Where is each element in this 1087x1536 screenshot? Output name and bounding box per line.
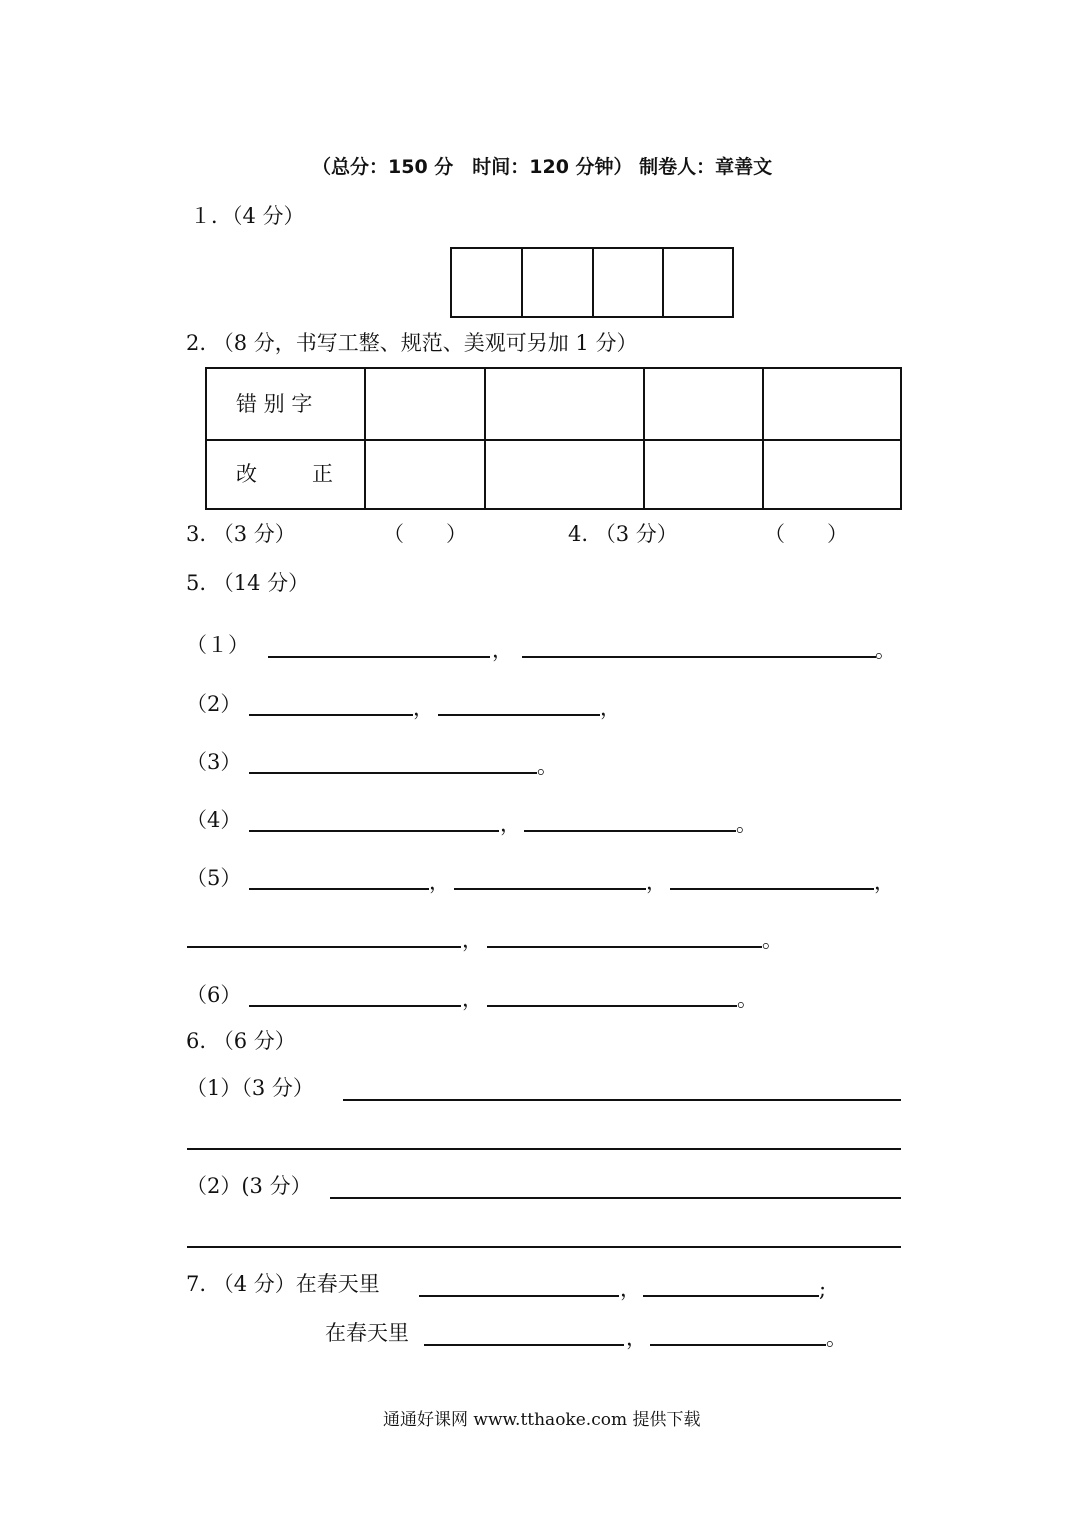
q2-table-col-divider: [643, 369, 645, 508]
comma-mark: ，: [413, 696, 434, 720]
q5-4-blank[interactable]: [249, 830, 499, 832]
comma-mark: ，: [874, 870, 895, 894]
comma-mark: ，: [462, 928, 483, 952]
q2-table-col-divider: [484, 369, 486, 508]
period-mark: 。: [826, 1326, 847, 1350]
q2-row-correct-label-b: 正: [312, 462, 333, 486]
q5-3-blank[interactable]: [249, 772, 537, 774]
period-mark: 。: [736, 812, 757, 836]
q5-item-3-label: （3）: [186, 750, 242, 774]
q2-row-typo-label: 错 别 字: [236, 392, 313, 416]
q7-line2-label: 在春天里: [325, 1321, 409, 1345]
q5-4-blank[interactable]: [524, 830, 736, 832]
exam-header: （总分：150 分 时间：120 分钟） 制卷人：章善文: [312, 156, 773, 178]
q5-1-blank[interactable]: [522, 656, 876, 658]
period-mark: 。: [537, 754, 558, 778]
q5-2-blank[interactable]: [249, 714, 413, 716]
comma-mark: ，: [620, 1277, 641, 1301]
q1-grid-divider: [521, 249, 523, 316]
comma-mark: ，: [600, 696, 621, 720]
q5-5-blank[interactable]: [249, 888, 429, 890]
period-mark: 。: [875, 638, 896, 662]
q7-blank[interactable]: [424, 1344, 624, 1346]
q5-label: 5. （14 分）: [186, 571, 310, 595]
q7-label: 7. （4 分）在春天里: [186, 1272, 380, 1296]
q1-grid-divider: [592, 249, 594, 316]
q2-label: 2. （8 分，书写工整、规范、美观可另加 1 分）: [186, 331, 638, 355]
q5-item-1-label: （１）: [186, 633, 249, 657]
q5-5-blank[interactable]: [670, 888, 874, 890]
comma-mark: ，: [462, 987, 483, 1011]
q1-answer-grid: [450, 247, 734, 318]
q4-answer-paren: （ ）: [764, 522, 848, 546]
q2-row-correct-label-a: 改: [236, 462, 257, 486]
q5-item-2-label: （2）: [186, 692, 242, 716]
comma-mark: ，: [500, 812, 521, 836]
footer-source: 通通好课网 www.tthaoke.com 提供下载: [383, 1410, 701, 1430]
q5-2-blank[interactable]: [438, 714, 600, 716]
q4-label: 4. （3 分）: [568, 522, 678, 546]
q6-1-blank[interactable]: [187, 1148, 901, 1150]
q6-sub2-label: （2）(3 分）: [186, 1174, 312, 1198]
q6-1-blank[interactable]: [343, 1099, 901, 1101]
q2-table-col-divider: [762, 369, 764, 508]
q6-2-blank[interactable]: [330, 1197, 901, 1199]
q5-item-5-label: （5）: [186, 866, 242, 890]
q2-table-row-divider: [207, 439, 900, 441]
q6-label: 6. （6 分）: [186, 1029, 296, 1053]
q5-5-blank[interactable]: [454, 888, 646, 890]
q2-correction-table: [205, 367, 902, 510]
q5-1-blank[interactable]: [268, 656, 490, 658]
q1-grid-divider: [662, 249, 664, 316]
q7-blank[interactable]: [650, 1344, 826, 1346]
q1-label: １．（4 分）: [190, 204, 305, 228]
comma-mark: ，: [492, 638, 513, 662]
comma-mark: ，: [626, 1326, 647, 1350]
q5-item-6-label: （6）: [186, 983, 242, 1007]
q7-blank[interactable]: [643, 1295, 819, 1297]
comma-mark: ，: [646, 870, 667, 894]
q3-answer-paren: （ ）: [383, 522, 467, 546]
q5-5-blank[interactable]: [487, 946, 762, 948]
q5-5-blank[interactable]: [187, 946, 461, 948]
q6-sub1-label: （1）（3 分）: [186, 1076, 314, 1100]
q2-table-col-divider: [364, 369, 366, 508]
semicolon-mark: ;: [819, 1277, 827, 1301]
q7-blank[interactable]: [419, 1295, 619, 1297]
period-mark: 。: [762, 928, 783, 952]
q5-6-blank[interactable]: [487, 1005, 737, 1007]
comma-mark: ，: [429, 870, 450, 894]
q5-6-blank[interactable]: [249, 1005, 461, 1007]
period-mark: 。: [737, 987, 758, 1011]
q3-label: 3. （3 分）: [186, 522, 296, 546]
q6-2-blank[interactable]: [187, 1246, 901, 1248]
q5-item-4-label: （4）: [186, 808, 242, 832]
